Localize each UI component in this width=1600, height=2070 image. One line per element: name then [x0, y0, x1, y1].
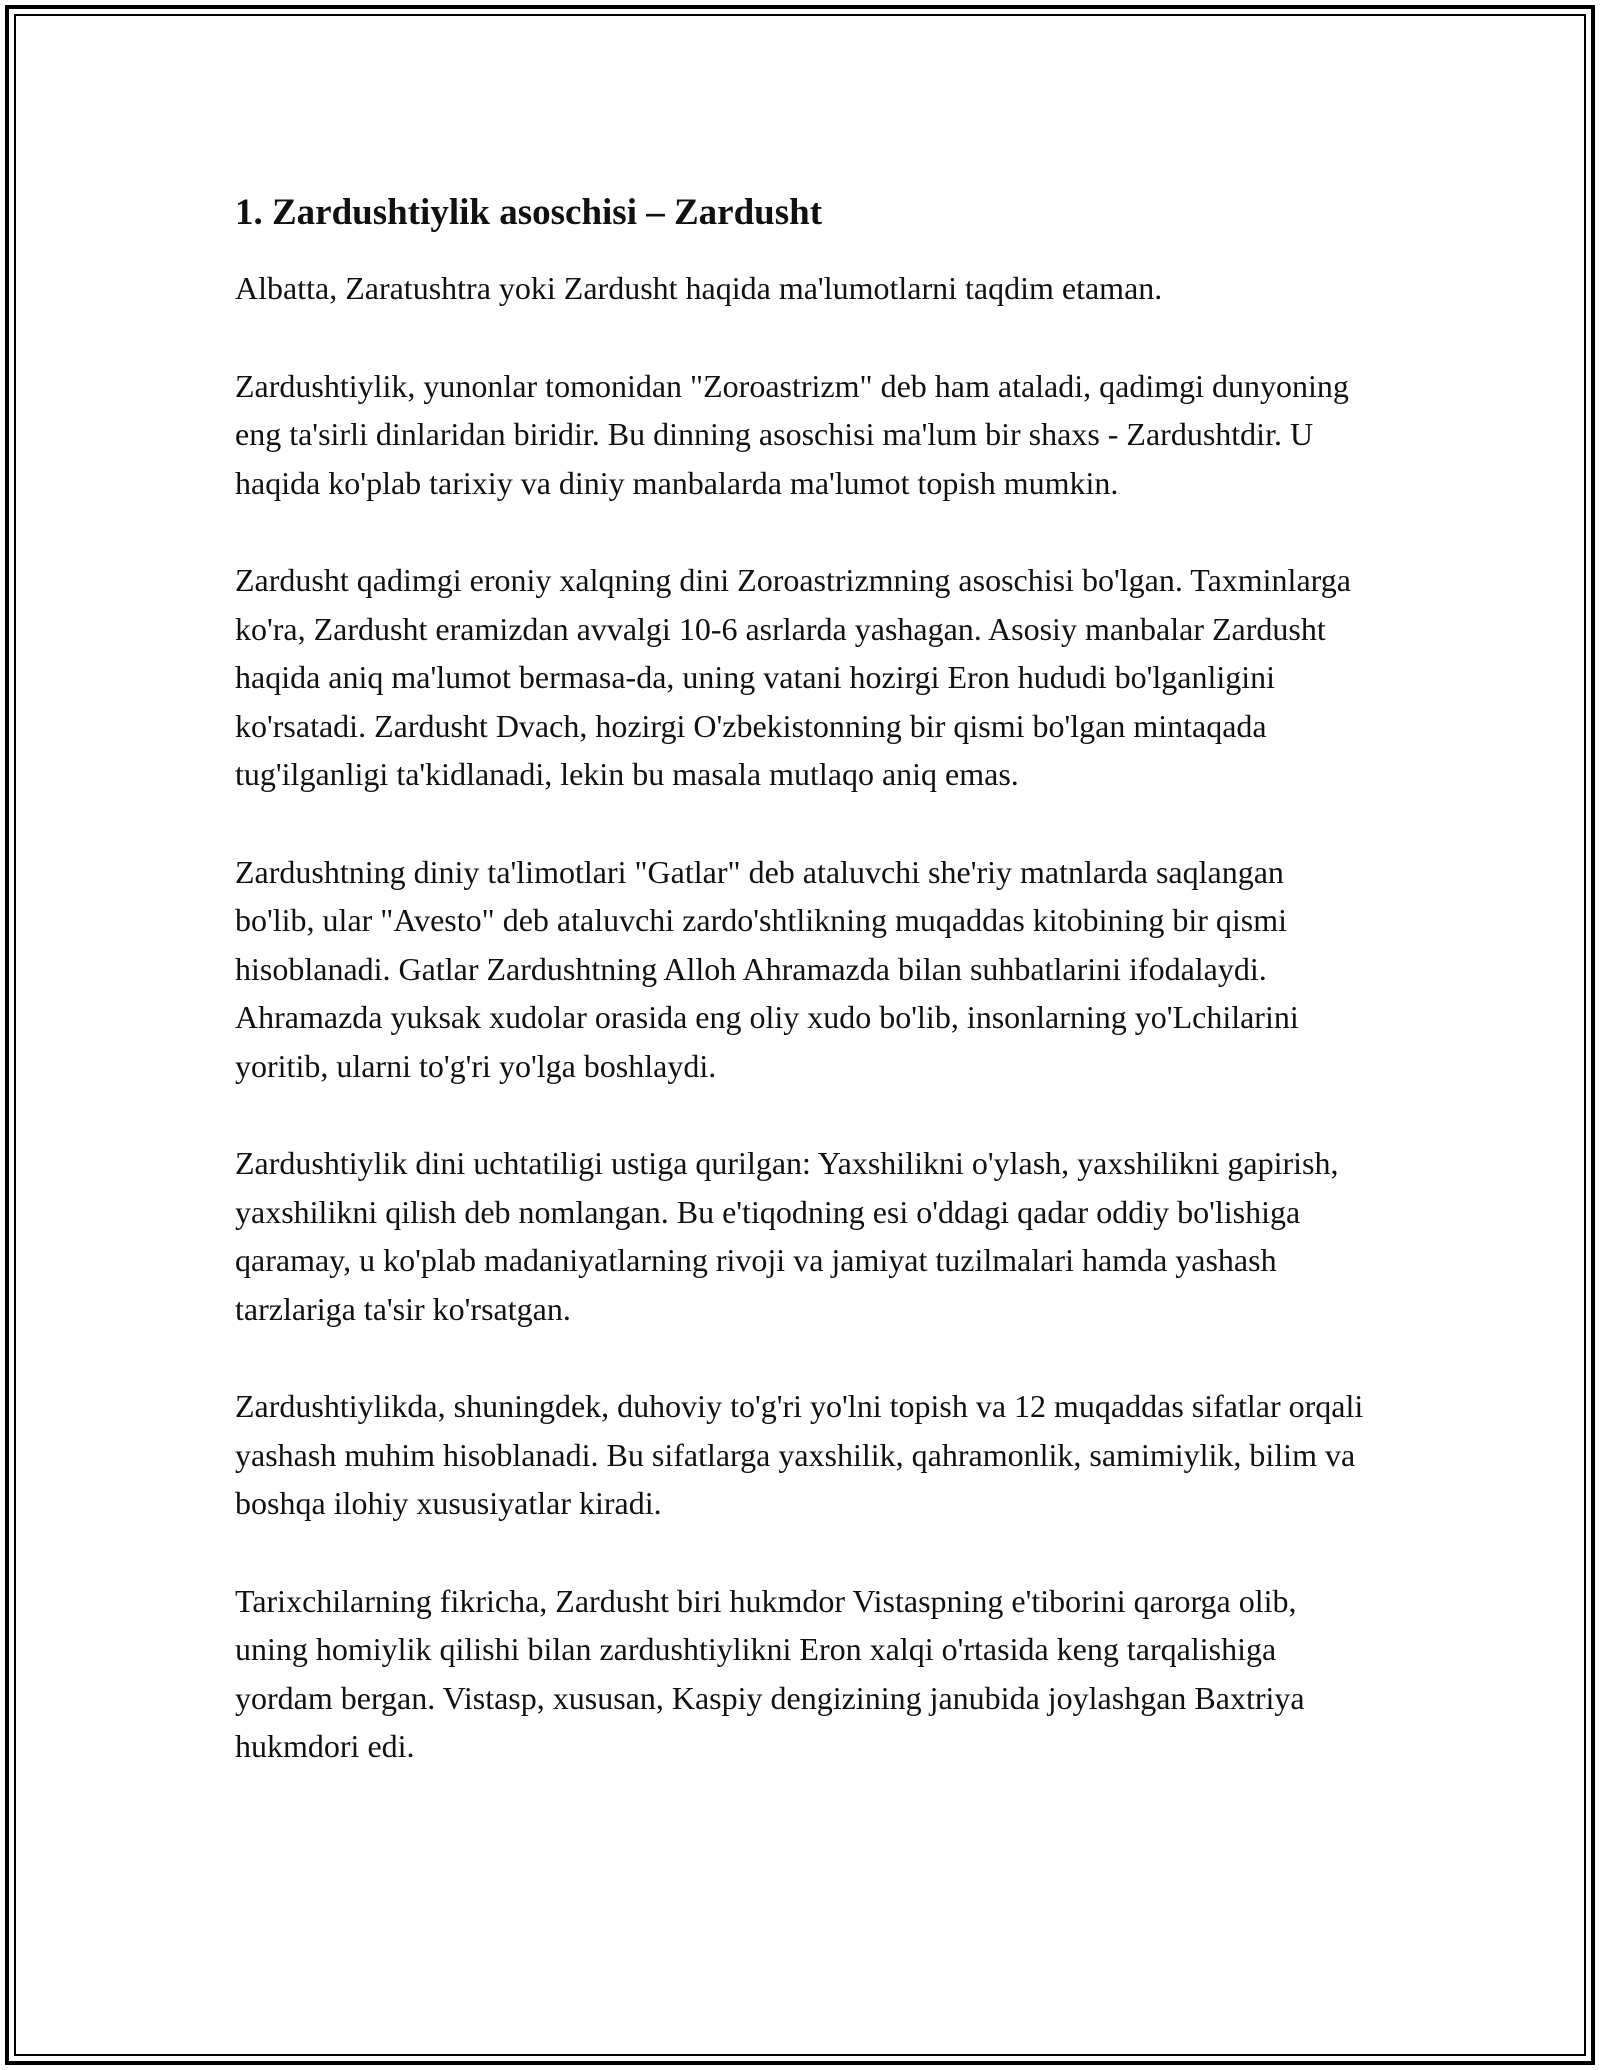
section-heading: 1. Zardushtiylik asoschisi – Zardusht: [235, 192, 823, 233]
paragraph-intro: Albatta, Zaratushtra yoki Zardusht haqida ma'lumotlarni taqdim etaman.: [235, 270, 1163, 306]
paragraph-origin: Zardusht qadimgi eroniy xalqning dini Zoroastrizmning asoschisi bo'lgan. Taxminlarga ko'ra, Zardusht eramizdan avvalgi 10-6 asrlarda yashagan. Asosiy manbalar Zardusht haqida aniq ma'lumot bermasa-da, uning vatani hozirgi Eron hududi bo'lganligini ko'rsatadi. Zardusht Dvach, hozirgi O'zbekistonning bir qismi bo'lgan mintaqada tug'ilganligi ta'kidlanadi, lekin bu masala mutlaqo aniq emas.: [235, 562, 1351, 792]
document-body: [235, 188, 1365, 1820]
paragraph-principles: Zardushtiylik dini uchtatiligi ustiga qurilgan: Yaxshilikni o'ylash, yaxshilikni gapirish, yaxshilikni qilish deb nomlangan. Bu e'tiqodning esi o'ddagi qadar oddiy bo'lishiga qaramay, u ko'plab madaniyatlarning rivoji va jamiyat tuzilmalari hamda yashash tarzlariga ta'sir ko'rsatgan.: [235, 1145, 1339, 1327]
paragraph-overview: Zardushtiylik, yunonlar tomonidan "Zoroastrizm" deb ham ataladi, qadimgi dunyoning eng ta'sirli dinlaridan biridir. Bu dinning asoschisi ma'lum bir shaxs - Zardushtdir. U haqida ko'plab tarixiy va diniy manbalarda ma'lumot topish mumkin.: [235, 367, 1349, 501]
paragraph-history: Tarixchilarning fikricha, Zardusht biri hukmdor Vistaspning e'tiborini qarorga olib, uning homiylik qilishi bilan zardushtiylikni Eron xalqi o'rtasida keng tarqalishiga yordam bergan. Vistasp, xususan, Kaspiy dengizining janubida joylashgan Baxtriya hukmdori edi.: [235, 1582, 1305, 1764]
paragraph-teachings: Zardushtning diniy ta'limotlari "Gatlar" deb ataluvchi she'riy matnlarda saqlangan bo'lib, ular "Avesto" deb ataluvchi zardo'shtlikning muqaddas kitobining bir qismi hisoblanadi. Gatlar Zardushtning Alloh Ahramazda bilan suhbatlarini ifodalaydi. Ahramazda yuksak xudolar orasida eng oliy xudo bo'lib, insonlarning yo'Lchilarini yoritib, ularni to'g'ri yo'lga boshlaydi.: [235, 853, 1299, 1084]
paragraph-virtues: Zardushtiylikda, shuningdek, duhoviy to'g'ri yo'lni topish va 12 muqaddas sifatlar orqali yashash muhim hisoblanadi. Bu sifatlarga yaxshilik, qahramonlik, samimiylik, bilim va boshqa ilohiy xususiyatlar kiradi.: [235, 1388, 1364, 1521]
